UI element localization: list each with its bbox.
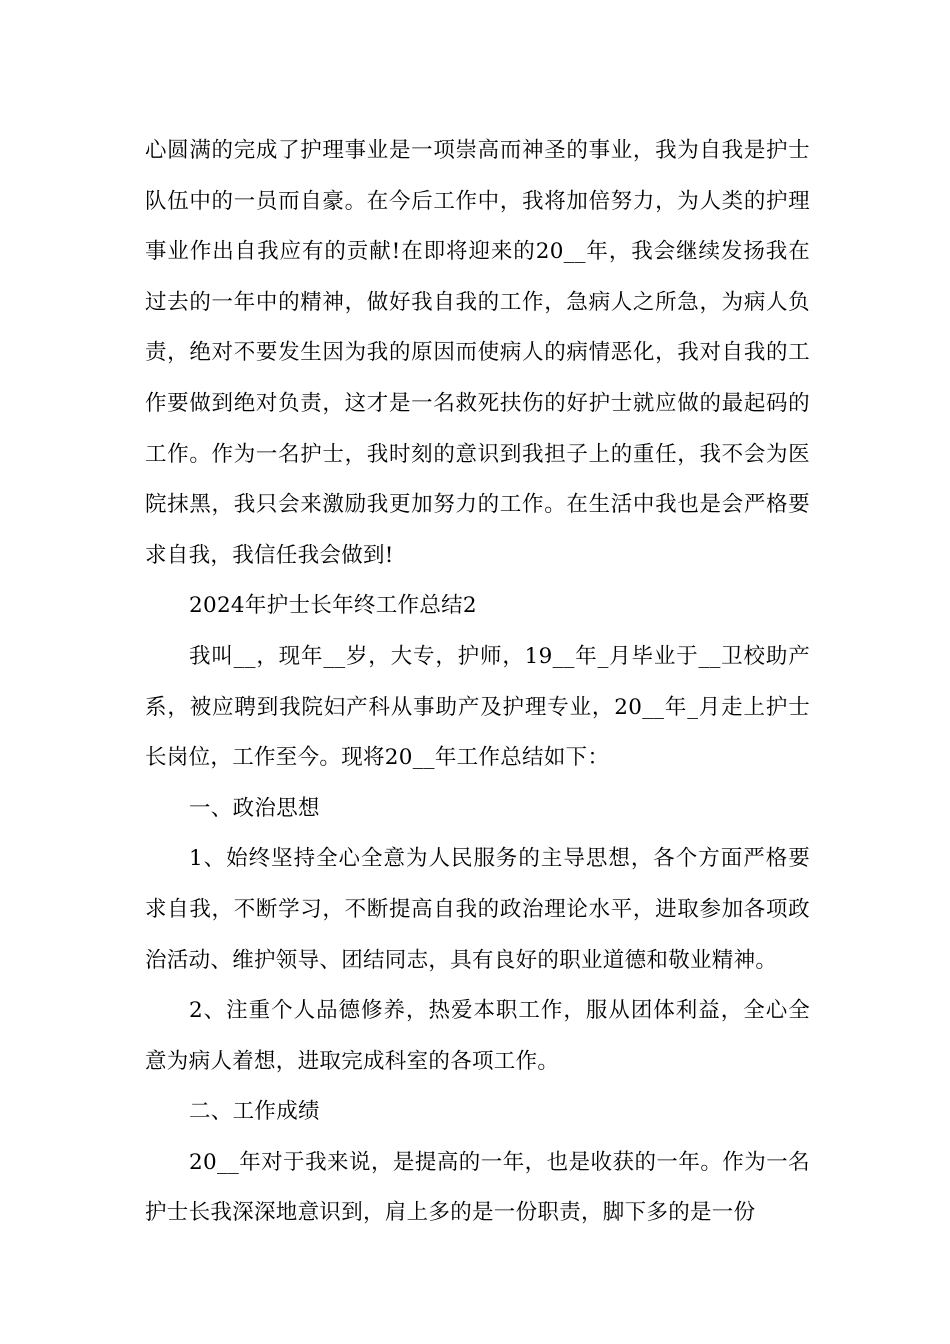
paragraph-item-1: 1、始终坚持全心全意为人民服务的主导思想，各个方面严格要求自我，不断学习，不断提高自我的政治理论水平，进取参加各项政治活动、维护领导、团结同志，具有良好的职业道德和敬业精神。: [145, 846, 810, 973]
paragraph-achievements: 20__年对于我来说，是提高的一年，也是收获的一年。作为一名护士长我深深地意识到，肩上多的是一份职责，脚下多的是一份: [145, 1149, 810, 1226]
section-title: 2024年护士长年终工作总结2: [189, 593, 477, 619]
heading-work-achievements: 二、工作成绩: [189, 1099, 320, 1125]
document-body: [145, 126, 810, 1239]
heading-political-thought: 一、政治思想: [189, 795, 320, 821]
paragraph-continuation: 心圆满的完成了护理事业是一项崇高而神圣的事业，我为自我是护士队伍中的一员而自豪。在今后工作中，我将加倍努力，为人类的护理事业作出自我应有的贡献!在即将迎来的20__年，我会继续发扬我在过去的一年中的精神，做好我自我的工作，急病人之所急，为病人负责，绝对不要发生因为我的原因而使病人的病情恶化，我对自我的工作要做到绝对负责，这才是一名救死扶伤的好护士就应做的最起码的工作。作为一名护士，我时刻的意识到我担子上的重任，我不会为医院抹黑，我只会来激励我更加努力的工作。在生活中我也是会严格要求自我，我信任我会做到!: [145, 138, 810, 568]
paragraph-intro: 我叫__，现年__岁，大专，护师，19__年_月毕业于__卫校助产系，被应聘到我院妇产科从事助产及护理专业，20__年_月走上护士长岗位，工作至今。现将20__年工作总结如下：: [145, 643, 810, 771]
paragraph-item-2: 2、注重个人品德修养，热爱本职工作，服从团体利益，全心全意为病人着想，进取完成科室的各项工作。: [145, 998, 810, 1074]
